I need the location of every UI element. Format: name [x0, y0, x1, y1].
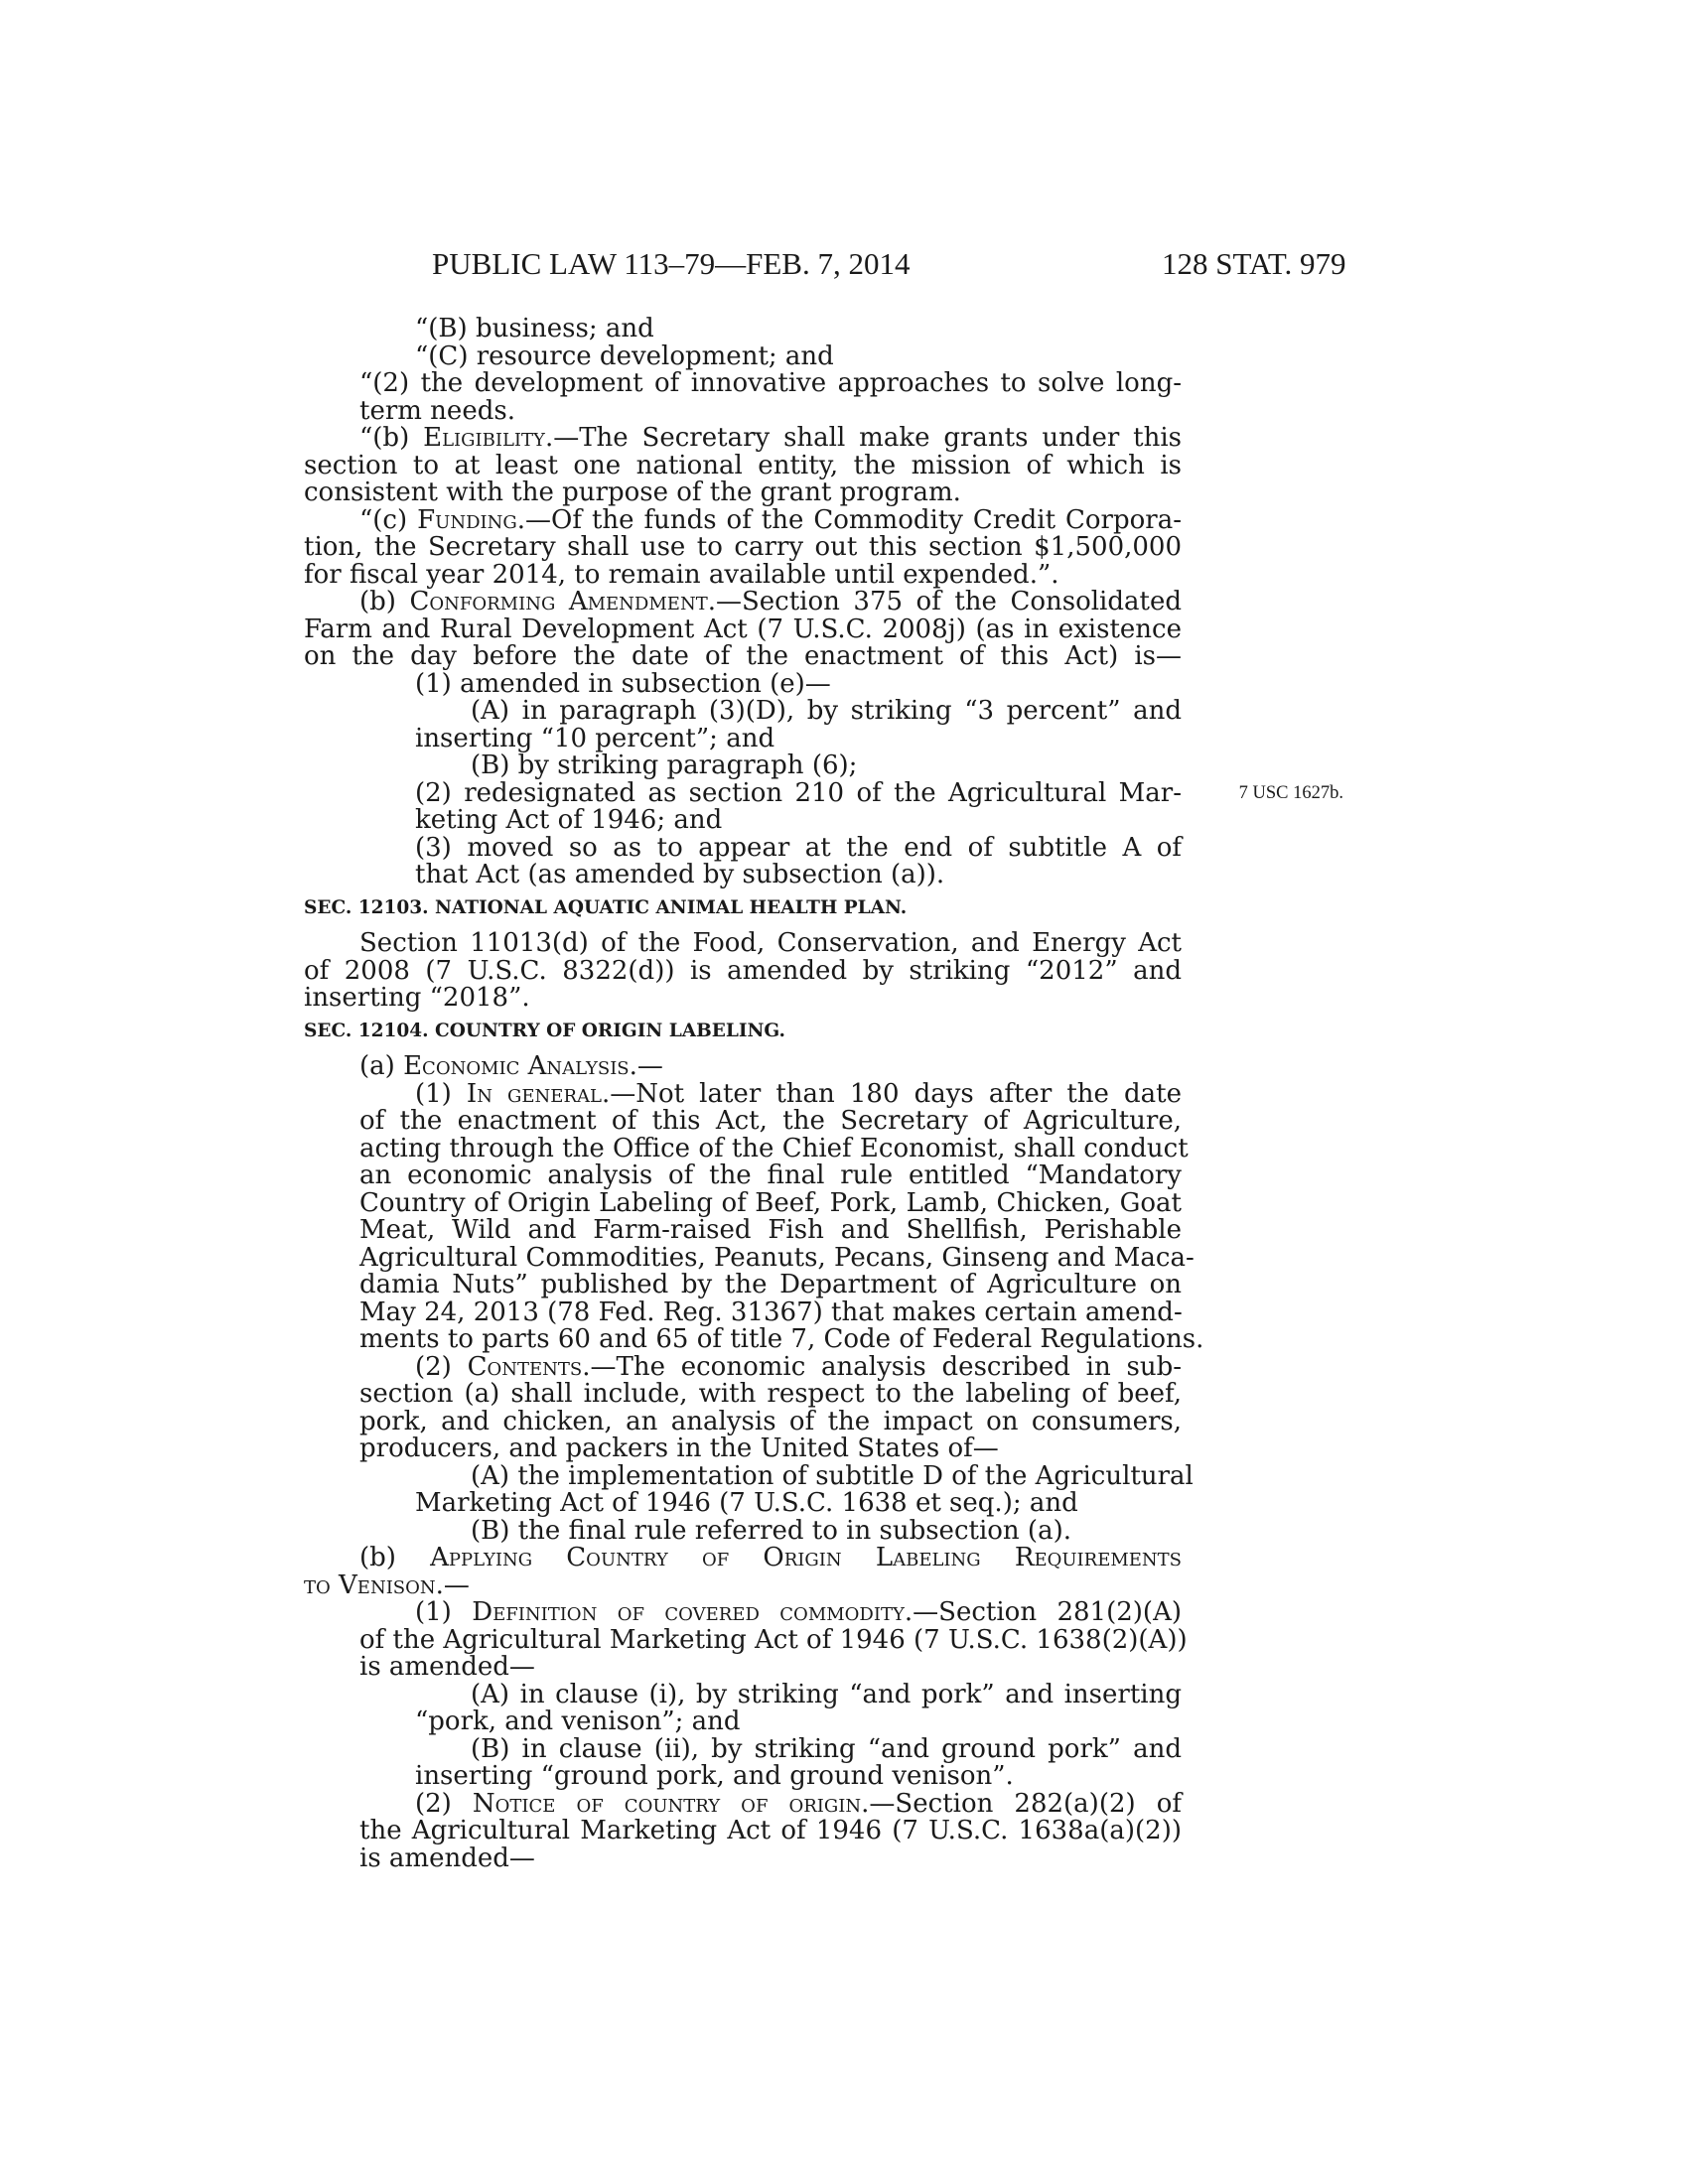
text-line: that Act (as amended by subsection (a)). — [415, 860, 945, 889]
text-line: the Agricultural Marketing Act of 1946 (7 U.S.C. 1638a(a)(2)) — [359, 1816, 1182, 1845]
paragraph-notice-of-origin: (2) Notice of country of origin.—Section 282(a)(2) of — [415, 1788, 1182, 1819]
text-line: (3) moved so as to appear at the end of subtitle A of — [415, 832, 1182, 863]
document-body — [304, 314, 1343, 1873]
text-line: consistent with the purpose of the grant program. — [304, 478, 961, 507]
paragraph-in-general: (1) In general.—Not later than 180 days after the date — [415, 1078, 1182, 1109]
text-line: of 2008 (7 U.S.C. 8322(d)) is amended by striking “2012” and — [304, 955, 1182, 986]
text-line: of the Agricultural Marketing Act of 1946 (7 U.S.C. 1638(2)(A)) — [359, 1624, 1188, 1655]
text-line: Marketing Act of 1946 (7 U.S.C. 1638 et seq.); and — [415, 1488, 1078, 1518]
text-line: May 24, 2013 (78 Fed. Reg. 31367) that makes certain amend- — [359, 1297, 1183, 1327]
text-line: (2) redesignated as section 210 of the Agricultural Mar- 7 USC 1627b. — [415, 777, 1343, 808]
text-line: (B) the final rule referred to in subsection (a). — [471, 1515, 1071, 1546]
text-line: section (a) shall include, with respect to the labeling of beef, — [359, 1379, 1182, 1409]
subsection-eligibility: “(b) Eligibility.—The Secretary shall make grants under this — [359, 423, 1182, 453]
text-line: an economic analysis of the final rule entitled “Mandatory — [359, 1160, 1182, 1190]
text-line: producers, and packers in the United States of— — [359, 1433, 999, 1463]
text-line: inserting “10 percent”; and — [415, 723, 775, 753]
text-line: on the day before the date of the enactment of this Act) is— — [304, 641, 1182, 671]
text-line: to Venison.— — [304, 1570, 470, 1600]
subsection-conforming-amendment: (b) Conforming Amendment.—Section 375 of the Consolidated — [359, 587, 1182, 616]
text-line: Country of Origin Labeling of Beef, Pork, Lamb, Chicken, Goat — [359, 1187, 1182, 1218]
text-line: is amended— — [359, 1652, 535, 1682]
text-line: (1) amended in subsection (e)— — [415, 668, 831, 699]
text-line: tion, the Secretary shall use to carry out this section $1,500,000 — [304, 532, 1182, 562]
text-line: (B) in clause (ii), by striking “and ground pork” and — [471, 1733, 1182, 1764]
paragraph-contents: (2) Contents.—The economic analysis described in sub- — [415, 1351, 1182, 1382]
text-line: Agricultural Commodities, Peanuts, Pecans, Ginseng and Maca- — [359, 1242, 1195, 1273]
running-header — [0, 246, 1688, 286]
text-line: term needs. — [359, 395, 515, 426]
text-line: section to at least one national entity, the mission of which is — [304, 450, 1182, 480]
text-line: “(B) business; and — [415, 314, 654, 343]
subsection-venison: (b) Applying Country of Origin Labeling Requirements — [359, 1543, 1182, 1572]
text-line: (B) by striking paragraph (6); — [471, 751, 858, 780]
text-line: pork, and chicken, an analysis of the impact on consumers, — [359, 1406, 1182, 1436]
text-line: (A) in paragraph (3)(D), by striking “3 percent” and — [471, 696, 1182, 726]
subsection-economic-analysis: (a) Economic Analysis.— — [359, 1051, 663, 1081]
subsection-funding: “(c) Funding.—Of the funds of the Commodity Credit Corpora- — [359, 504, 1183, 535]
text-line: acting through the Office of the Chief Economist, shall conduct — [359, 1133, 1189, 1163]
text-line: Farm and Rural Development Act (7 U.S.C. 2008j) (as in existence — [304, 614, 1182, 644]
text-line: keting Act of 1946; and — [415, 805, 723, 835]
text-line: “pork, and venison”; and — [415, 1706, 741, 1736]
text-line: “(C) resource development; and — [415, 341, 834, 371]
text-line: Meat, Wild and Farm-raised Fish and Shellfish, Perishable — [359, 1215, 1182, 1245]
text-line: ments to parts 60 and 65 of title 7, Code of Federal Regulations. — [359, 1324, 1204, 1354]
section-heading: SEC. 12103. NATIONAL AQUATIC ANIMAL HEALTH PLAN. — [304, 896, 908, 918]
text-line: (A) the implementation of subtitle D of the Agricultural — [471, 1460, 1194, 1491]
text-line: damia Nuts” published by the Department of Agriculture on — [359, 1270, 1182, 1299]
text-line: inserting “ground pork, and ground venison”. — [415, 1761, 1014, 1791]
section-heading: SEC. 12104. COUNTRY OF ORIGIN LABELING. — [304, 1020, 785, 1041]
header-title: PUBLIC LAW 113–79—FEB. 7, 2014 — [432, 246, 911, 281]
text-line: is amended— — [359, 1843, 535, 1873]
text-line: “(2) the development of innovative approaches to solve long- — [359, 368, 1182, 398]
text-line: (A) in clause (i), by striking “and pork” and inserting — [471, 1679, 1182, 1709]
header-page-number: 128 STAT. 979 — [1162, 246, 1346, 281]
text-line: Section 11013(d) of the Food, Conservation, and Energy Act — [359, 928, 1182, 958]
text-line: for fiscal year 2014, to remain available until expended.”. — [304, 559, 1059, 590]
marginal-note: 7 USC 1627b. — [1238, 782, 1343, 803]
paragraph-covered-commodity: (1) Definition of covered commodity.—Section 281(2)(A) — [415, 1597, 1182, 1627]
text-line: inserting “2018”. — [304, 983, 530, 1013]
text-line: of the enactment of this Act, the Secretary of Agriculture, — [359, 1106, 1182, 1136]
